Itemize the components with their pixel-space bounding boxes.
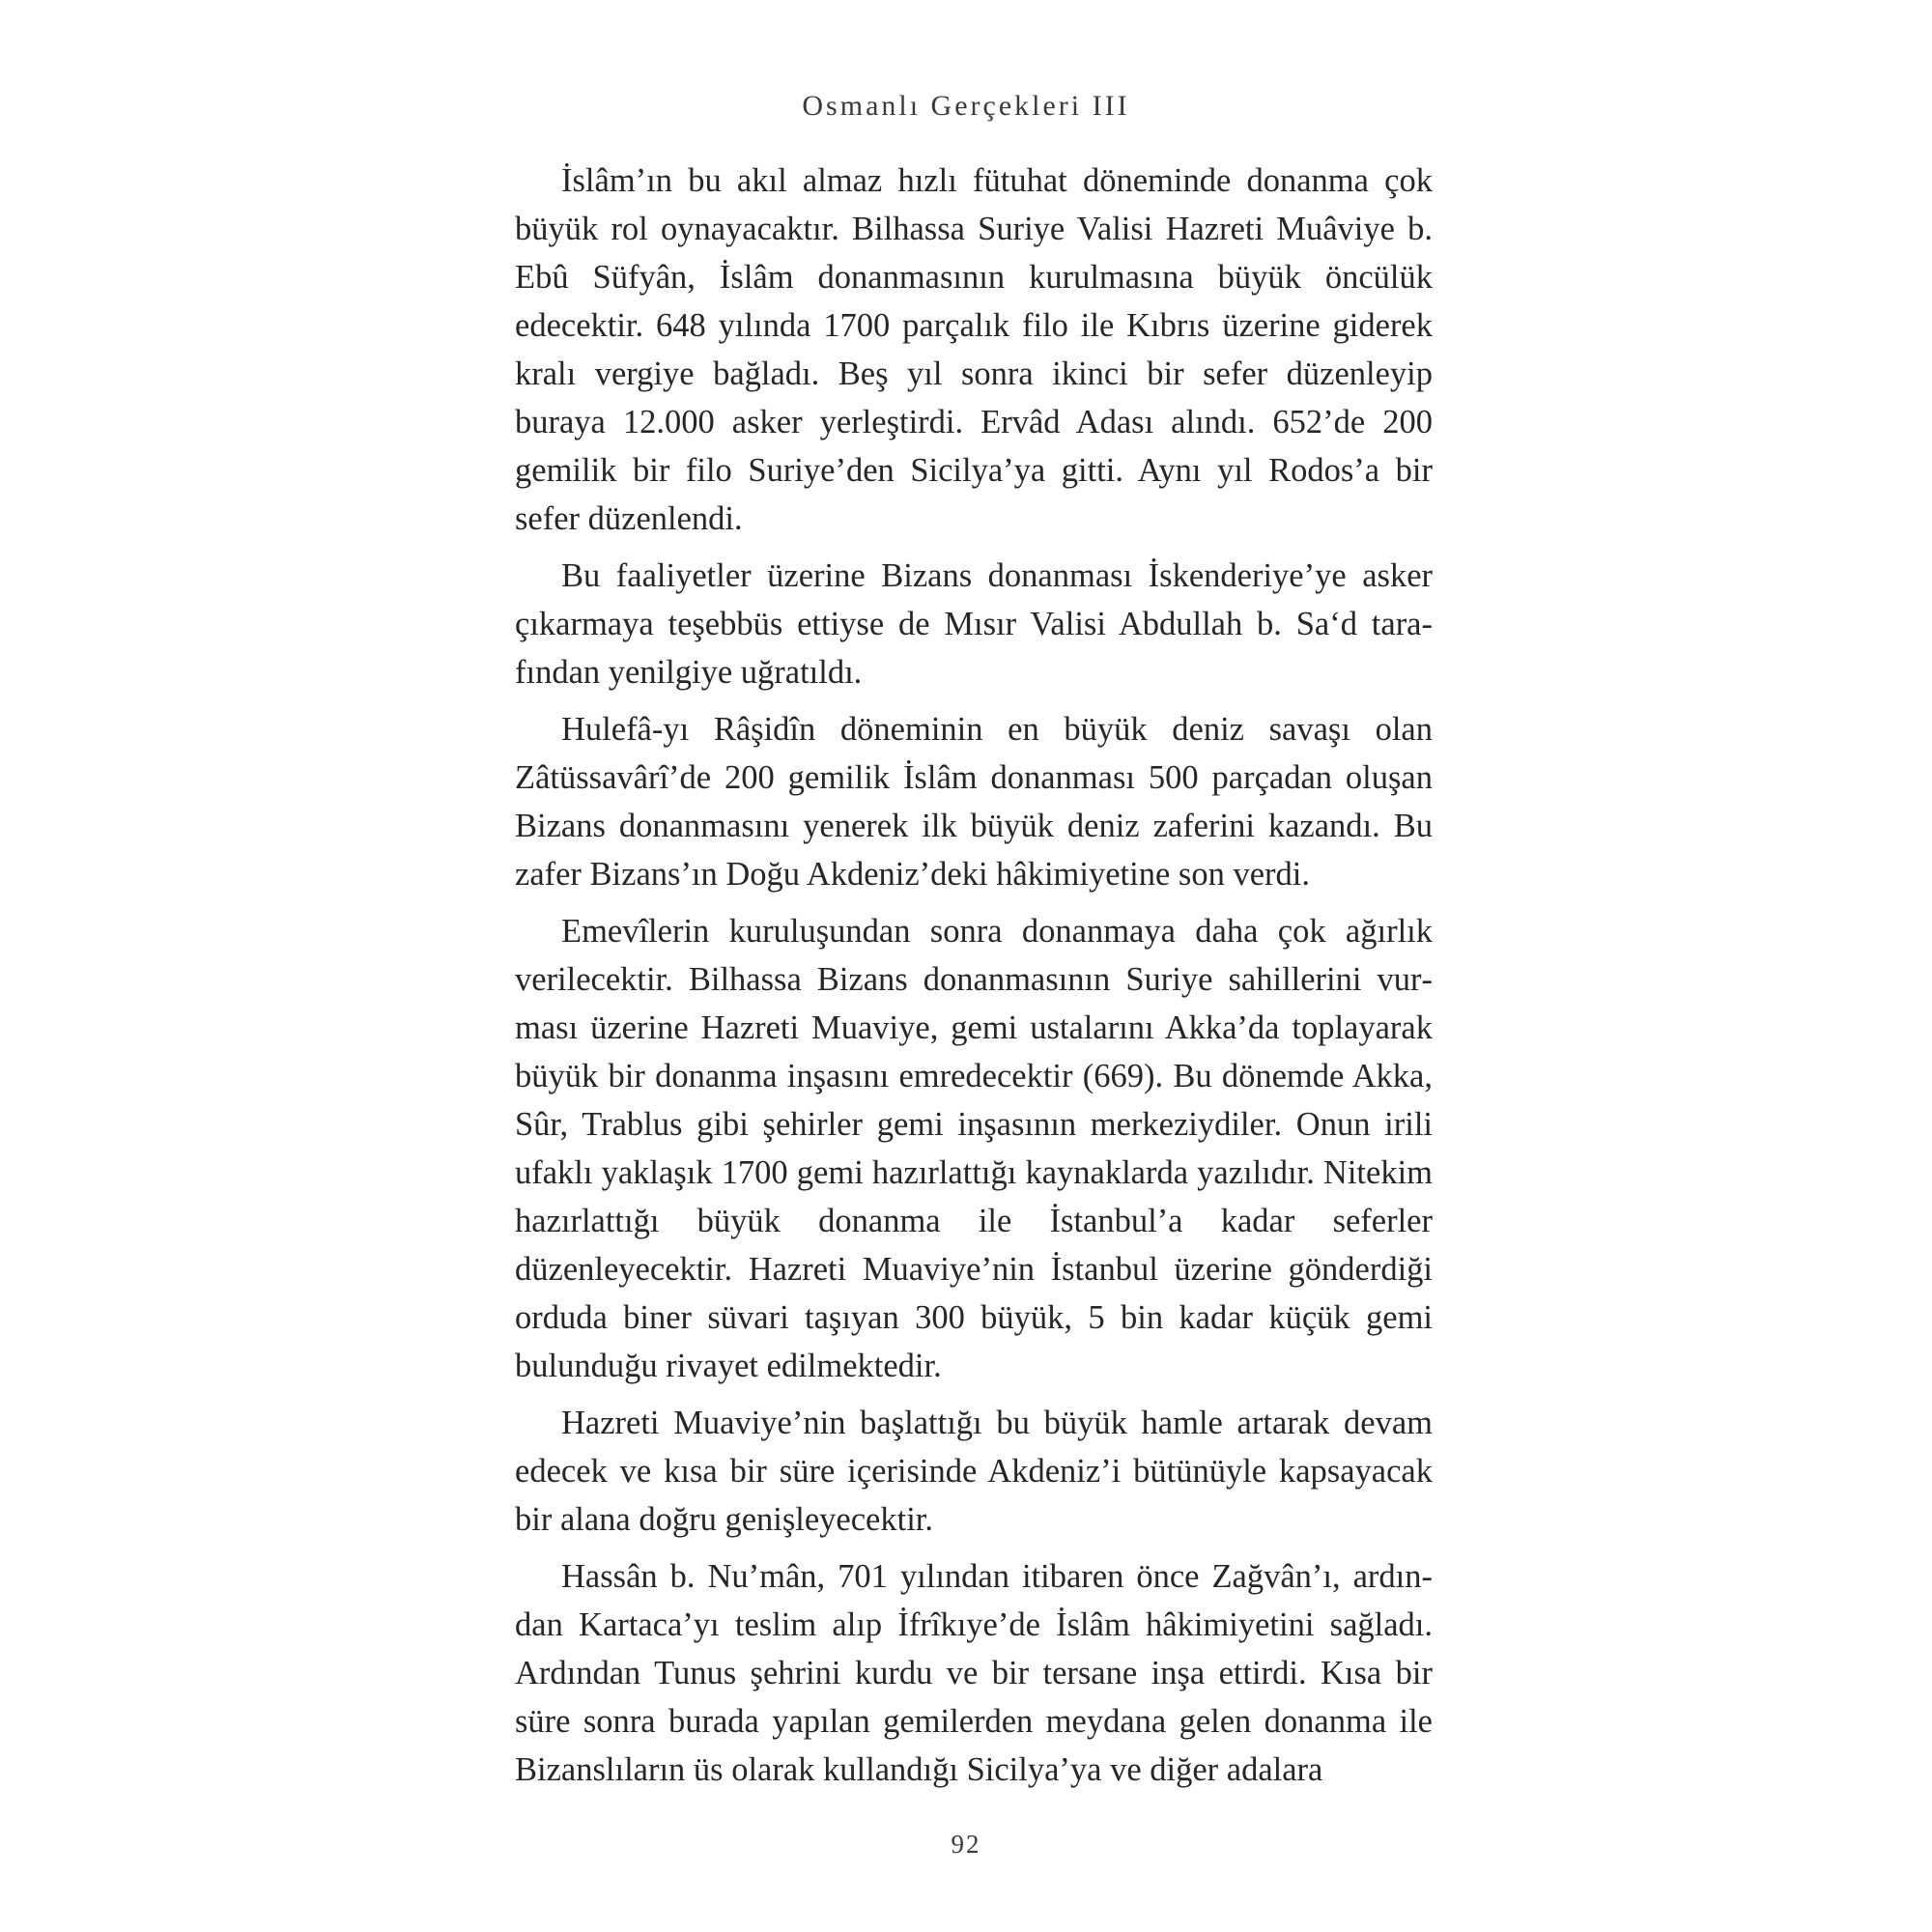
paragraph: Emevîlerin kuruluşundan sonra donanmaya daha çok ağırlık verilecektir. Bilhassa Bizans donanmasının Suriye sahillerini vurması üzerine Hazreti Muaviye, gemi ustalarını Akka’da toplayarak büyük bir donanma inşasını emredecektir (669). Bu dönemde Akka, Sûr, Trablus gibi şehirler gemi inşasının merkeziydiler. Onun irili ufaklı yaklaşık 1700 gemi hazırlattığı kaynaklarda yazılıdır. Nitekim hazırlattığı büyük donanma ile İstanbul’a kadar seferler düzenleyecektir. Hazreti Muaviye’nin İstanbul üzerine gönderdiği orduda biner süvari taşıyan 300 büyük, 5 bin kadar küçük gemi bulunduğu rivayet edilmektedir. <box>515 913 1433 1384</box>
paragraph: Hazreti Muaviye’nin başlattığı bu büyük hamle artarak devam edecek ve kısa bir süre içerisinde Akdeniz’i bütünüyle kapsayacak bir alana doğru genişleyecektir. <box>515 1405 1433 1538</box>
page-number: 92 <box>951 1830 981 1859</box>
paragraph: İslâm’ın bu akıl almaz hızlı fütuhat döneminde donanma çok büyük rol oynayacaktır. Bilhassa Suriye Valisi Hazreti Muâviye b. Ebû Süfyân, İslâm donanmasının kurulmasına büyük öncülük edecektir. 648 yılında 1700 parçalık filo ile Kıbrıs üzerine giderek kralı vergiye bağladı. Beş yıl sonra ikinci bir sefer düzenleyip buraya 12.000 asker yerleştirdi. Ervâd Adası alındı. 652’de 200 gemilik bir filo Suriye’den Sicilya’ya gitti. Aynı yıl Rodos’a bir sefer düzenlendi. <box>515 162 1433 537</box>
paragraph: Hassân b. Nu’mân, 701 yılından itibaren önce Zağvân’ı, ardından Kartaca’yı teslim alıp İfrîkıye’de İslâm hâkimiyetini sağladı. Ardından Tunus şehrini kurdu ve bir tersane inşa ettirdi. Kısa bir süre sonra burada yapılan gemilerden meydana gelen donanma ile Bizanslıların üs olarak kullandığı Sicilya’ya ve diğer adalara <box>515 1558 1433 1788</box>
paragraph: Bu faaliyetler üzerine Bizans donanması İskenderiye’ye asker çıkarmaya teşebbüs ettiyse de Mısır Valisi Abdullah b. Sa‘d tarafından yenilgiye uğratıldı. <box>515 557 1433 691</box>
paragraph: Hulefâ-yı Râşidîn döneminin en büyük deniz savaşı olan Zâtüssavârî’de 200 gemilik İslâm donanması 500 parçadan oluşan Bizans donanmasını yenerek ilk büyük deniz zaferini kazandı. Bu zafer Bizans’ın Doğu Akdeniz’deki hâkimiyetine son verdi. <box>515 711 1433 893</box>
running-head: Osmanlı Gerçekleri III <box>802 90 1130 122</box>
body-text <box>515 156 1433 1803</box>
